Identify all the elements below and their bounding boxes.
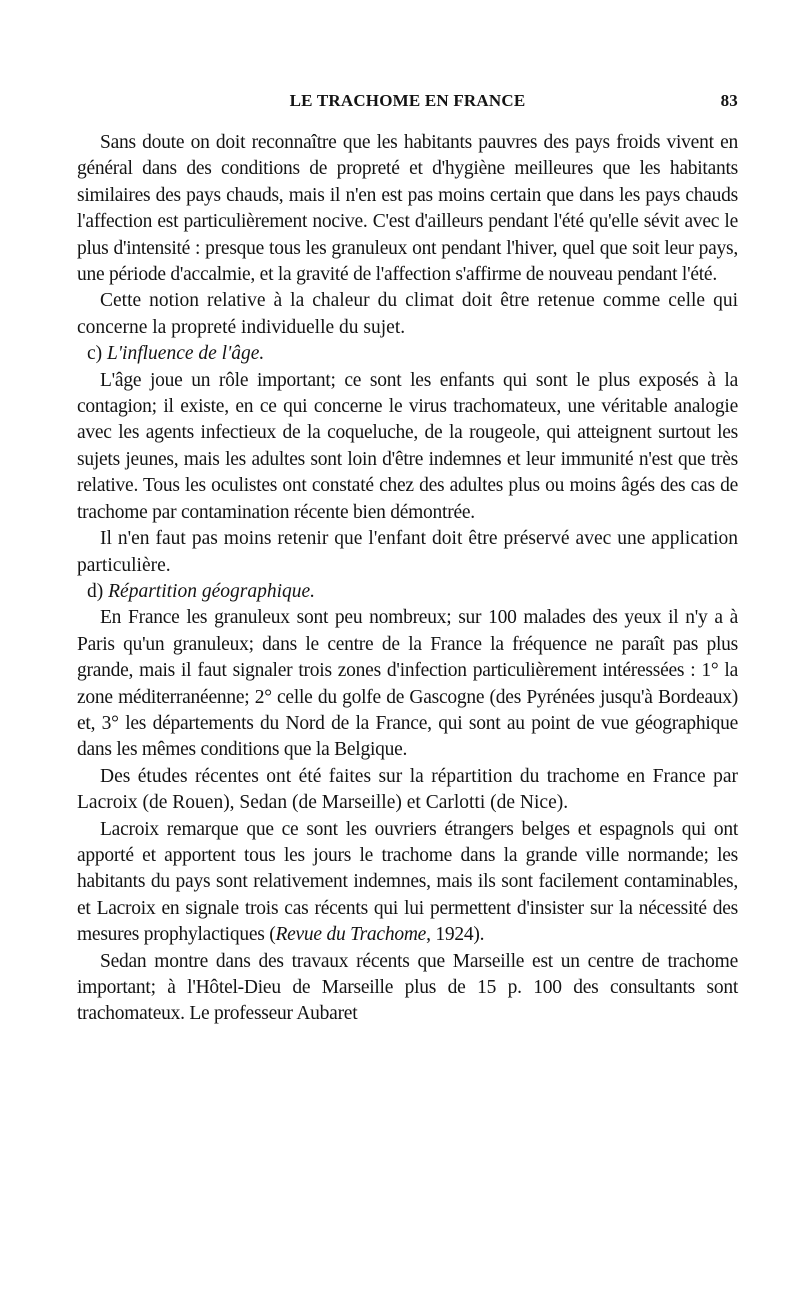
book-page — [77, 88, 738, 1028]
paragraph-lacroix — [77, 817, 738, 949]
paragraph-climate: Sans doute on doit reconnaître que les habitants pauvres des pays froids vivent en général dans des conditions de propreté et d'hygiène meilleures que les habitants similaires des pays chauds, mais il n'en est pas moins certain que dans les pays chauds l'affection est particulièrement nocive. C'est d'ailleurs pendant l'été qu'elle sévit avec le plus d'intensité : presque tous les granuleux ont pendant l'hiver, quel que soit leur pays, une période d'accalmie, et la gravité de l'affection s'affirme de nouveau pendant l'été. — [77, 132, 738, 286]
journal-title: Revue du Trachome — [275, 924, 427, 946]
running-header — [77, 88, 738, 116]
paragraph-climate-conclusion: Cette notion relative à la chaleur du climat doit être retenue comme celle qui concerne la propreté individuelle du sujet. — [77, 290, 738, 338]
lacroix-text: Lacroix remarque que ce sont les ouvriers étrangers belges et espagnols qui ont apporté et apportent tous les jours le trachome dans la grande ville normande; les habitants du pays sont relativement indemnes, mais ils sont facilement contaminables, et Lacroix en signale trois cas récents qui lui permettent d'insister sur la nécessité des mesures prophylactiques ( — [77, 818, 738, 946]
paragraph-france-zones: En France les granuleux sont peu nombreux; sur 100 malades des yeux il n'y a à Paris qu'un granuleux; dans le centre de la France la fréquence ne paraît pas plus grande, mais il faut signaler trois zones d'infection particulièrement intéressées : 1° la zone méditerranéenne; 2° celle du golfe de Gascogne (des Pyrénées jusqu'à Bordeaux) et, 3° les départements du Nord de la France, qui sont au point de vue géographique dans les mêmes conditions que la Belgique. — [77, 607, 738, 761]
page-number: 83 — [720, 91, 738, 110]
paragraph-sedan: Sedan montre dans des travaux récents que Marseille est un centre de trachome important; à l'Hôtel-Dieu de Marseille plus de 15 p. 100 des consultants sont trachomateux. Le professeur Aubaret — [77, 950, 738, 1025]
subheading-age — [77, 341, 738, 367]
paragraph-child-protection: Il n'en faut pas moins retenir que l'enfant doit être préservé avec une application particulière. — [77, 528, 738, 576]
subheading-age-label: c) — [87, 343, 103, 365]
paragraph-recent-studies: Des études récentes ont été faites sur la répartition du trachome en France par Lacroix (de Rouen), Sedan (de Marseille) et Carlotti (de Nice). — [77, 765, 738, 814]
paragraph-age: L'âge joue un rôle important; ce sont les enfants qui sont le plus exposés à la contagion; il existe, en ce qui concerne le virus trachomateux, une véritable analogie avec les agents infectieux de la coqueluche, de la rougeole, qui atteignent surtout les sujets jeunes, mais les adultes sont loin d'être indemnes et leur immunité n'est que très relative. Tous les oculistes ont constaté chez des adultes plus ou moins âgés des cas de trachome par contamination récente bien démontrée. — [77, 369, 738, 523]
subheading-geography — [77, 579, 738, 605]
running-title: LE TRACHOME EN FRANCE — [289, 91, 526, 110]
subheading-geography-title: Répartition géographique. — [108, 580, 316, 602]
body-text — [77, 130, 738, 1028]
lacroix-citation-end: , 1924). — [426, 924, 485, 946]
subheading-age-title: L'influence de l'âge. — [107, 343, 265, 365]
subheading-geography-label: d) — [87, 580, 104, 602]
